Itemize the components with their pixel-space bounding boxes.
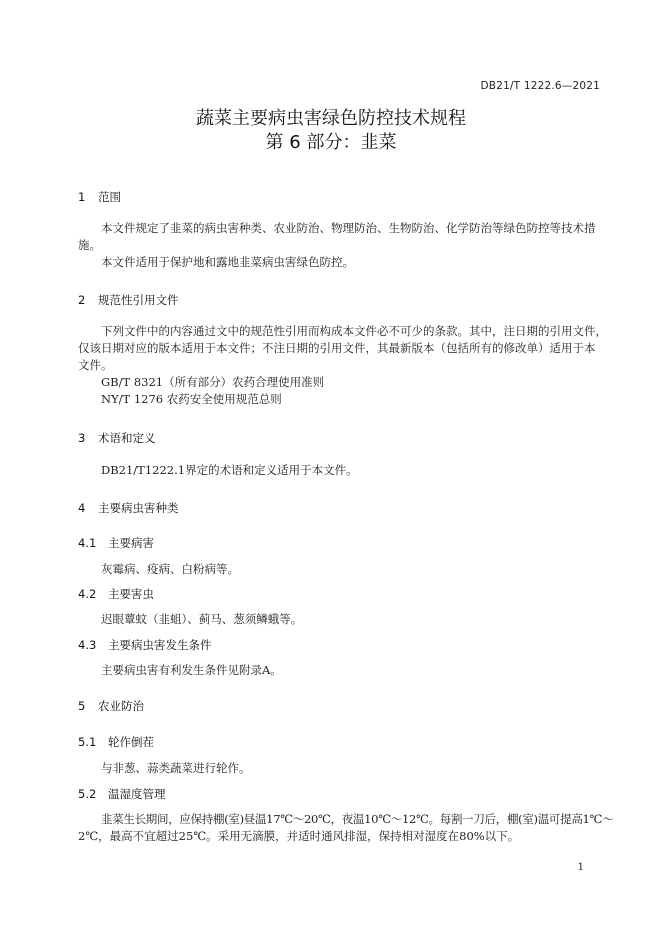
section-title: 农业防治 [98,699,144,713]
section-number: 4.1 [78,536,97,550]
paragraph: DB21/T1222.1界定的术语和定义适用于本文件。 [101,463,358,477]
paragraph: 本文件规定了韭菜的病虫害种类、农业防治、物理防治、生物防治、化学防治等绿色防控等技术措 [101,221,596,235]
section-title: 主要病害 [108,536,154,550]
section-number: 2 [78,293,86,307]
paragraph: 韭菜生长期间，应保持棚(室)昼温17℃～20℃，夜温10℃～12℃。每割一刀后，棚(室)温可提高1℃～ [101,812,614,826]
paragraph: 迟眼蕈蚊（韭蛆）、蓟马、葱须鳞蛾等。 [101,612,303,626]
section-number: 3 [78,431,86,445]
section-number: 5.1 [78,735,97,749]
section-number: 4 [78,501,86,515]
reference-item: GB/T 8321（所有部分）农药合理使用准则 [101,375,325,389]
section-title: 规范性引用文件 [98,293,179,307]
section-title: 主要病虫害发生条件 [108,638,212,652]
paragraph-continuation: 文件。 [78,358,113,372]
paragraph: 与非葱、蒜类蔬菜进行轮作。 [101,761,251,775]
paragraph-continuation: 施。 [78,238,101,252]
paragraph: 灰霉病、疫病、白粉病等。 [101,562,239,576]
subsection-heading-5-2 [78,786,166,802]
section-heading-2 [78,292,179,308]
section-number: 4.2 [78,587,97,601]
paragraph-continuation: 2℃，最高不宜超过25℃。采用无滴膜，并适时通风排湿，保持相对湿度在80%以下。 [78,829,520,843]
subsection-heading-4-2 [78,586,154,602]
section-title: 温湿度管理 [108,787,166,801]
document-subtitle: 第 6 部分：韭菜 [265,132,397,153]
section-number: 1 [78,190,86,204]
page-number: 1 [577,862,584,873]
subsection-heading-4-3 [78,637,212,653]
subsection-heading-5-1 [78,734,154,750]
paragraph: 下列文件中的内容通过文中的规范性引用而构成本文件必不可少的条款。其中，注日期的引用文件， [101,324,607,338]
section-heading-5 [78,698,144,714]
section-title: 主要害虫 [108,587,154,601]
section-number: 5 [78,699,86,713]
section-title: 主要病虫害种类 [98,501,179,515]
document-code: DB21/T 1222.6—2021 [480,80,600,92]
section-heading-4 [78,500,179,516]
reference-item: NY/T 1276 农药安全使用规范总则 [101,392,282,406]
section-number: 5.2 [78,787,97,801]
document-title: 蔬菜主要病虫害绿色防控技术规程 [196,108,466,129]
subsection-heading-4-1 [78,535,154,551]
section-title: 轮作倒茬 [108,735,154,749]
section-heading-3 [78,430,156,446]
section-title: 范围 [98,190,121,204]
paragraph: 本文件适用于保护地和露地韭菜病虫害绿色防控。 [101,255,354,269]
paragraph-continuation: 仅该日期对应的版本适用于本文件；不注日期的引用文件，其最新版本（包括所有的修改单）适用于本 [78,341,596,355]
section-title: 术语和定义 [98,431,156,445]
section-number: 4.3 [78,638,97,652]
section-heading-1 [78,189,121,205]
paragraph: 主要病虫害有利发生条件见附录A。 [101,663,282,677]
